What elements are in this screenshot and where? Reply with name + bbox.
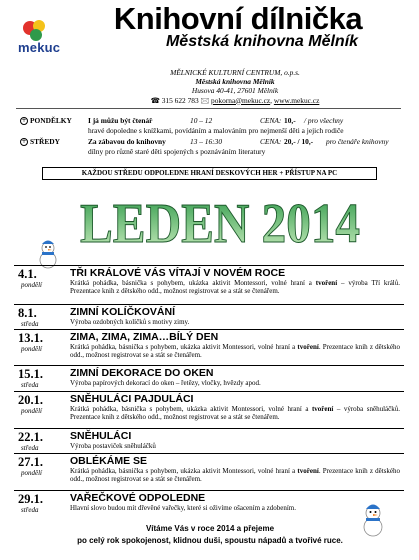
event-date: 22.1.: [18, 430, 43, 444]
page-title: Knihovní dílnička: [113, 1, 363, 36]
schedule-price: 20,- / 10,-: [284, 137, 314, 146]
event-desc: [70, 344, 400, 360]
event-desc-text: Krátká pohádka, básnička s pohybem, ukázka aktivit Montessori, volné hraní a: [70, 343, 298, 351]
org-library: Městská knihovna Mělník: [195, 77, 275, 87]
schedule-desc: hravé dopoledne s knížkami, povídáním a malováním pro nejmenší děti a jejich rodiče: [88, 126, 344, 135]
schedule-monday: [20, 116, 410, 136]
org-address: Husova 40-41, 27601 Mělník: [191, 86, 279, 96]
event-date: 27.1.: [18, 455, 43, 469]
event-weekday: pondělí: [21, 407, 42, 415]
event-title: ZIMNÍ KOLÍČKOVÁNÍ: [70, 306, 175, 318]
notice-box: KAŽDOU STŘEDU ODPOLEDNE HRANÍ DESKOVÝCH HER + PŘÍSTUP NA PC: [42, 167, 377, 180]
event-desc-text: Výroba ozdobných kolíčků s motivy zimy.: [70, 318, 190, 326]
org-web-link[interactable]: www.mekuc.cz: [273, 95, 320, 105]
schedule-price-label: CENA:: [260, 137, 282, 146]
list-item: [14, 428, 404, 453]
schedule-time: 13 – 16:30: [190, 137, 223, 146]
event-weekday: středa: [21, 506, 39, 514]
org-email-link[interactable]: pokorna@mekuc.cz: [211, 95, 271, 105]
organization-info: [70, 68, 400, 105]
list-item: [14, 304, 404, 329]
event-desc: [70, 280, 400, 296]
event-desc-bold: tvoření: [315, 279, 338, 287]
event-desc-text: Krátká pohádka, básnička s pohybem, ukázka aktivit Montessori, volné hraní a: [70, 467, 298, 475]
schedule-audience: pro čtenáře knihovny: [326, 137, 389, 146]
event-desc-text: . Prezentace knih z dětského odd., možnost registrovat se a stát se čtenářem.: [70, 467, 400, 483]
event-title: SNĚHULÁCI: [70, 430, 132, 442]
event-date: 8.1.: [18, 306, 37, 320]
schedule-audience: / pro všechny: [304, 116, 344, 125]
event-desc: [70, 505, 360, 513]
event-weekday: středa: [21, 381, 39, 389]
event-weekday: pondělí: [21, 281, 42, 289]
event-title: TŘI KRÁLOVÉ VÁS VÍTAJÍ V NOVÉM ROCE: [70, 267, 286, 279]
schedule-name: Za zábavou do knihovny: [88, 137, 166, 146]
list-item: [14, 265, 404, 304]
event-desc: [70, 468, 400, 484]
org-phone: 315 622 783: [161, 95, 199, 105]
event-date: 29.1.: [18, 492, 43, 506]
event-title: SNĚHULÁCI PAJDULÁCI: [70, 393, 194, 405]
schedule-bullet-icon: +: [21, 117, 27, 124]
schedule-price: 10,-: [284, 116, 296, 125]
footer-greeting: [50, 523, 370, 547]
event-desc: [70, 443, 400, 451]
event-desc-text: – výroba Tří králů. Prezentace knih z dětského odd., možnost registrovat se a stát se čtenářem.: [70, 279, 400, 295]
event-title: ZIMNÍ DEKORACE DO OKEN: [70, 367, 214, 379]
footer-line: po celý rok spokojenost, klidnou duši, spoustu nápadů a tvořivé ruce.: [77, 536, 343, 545]
month-banner: [70, 188, 370, 252]
org-name: MĚLNICKÉ KULTURNÍ CENTRUM, o.p.s.: [170, 68, 300, 77]
event-desc-text: Výroba papírových dekorací do oken – řetězy, vločky, hvězdy apod.: [70, 379, 261, 387]
event-desc-text: Výroba postaviček sněhuláčků: [70, 442, 156, 450]
event-desc-text: – výroba sněhuláčků. Prezentace knih z dětského odd., možnost registrovat se a stát se čtenářem.: [70, 405, 400, 421]
event-desc-text: Hlavní slovo budou mít dřevěné vařečky, které si oživíme ošacením a zdobením.: [70, 504, 297, 512]
list-item: [14, 391, 404, 428]
event-desc-bold: tvoření: [297, 343, 319, 351]
schedule-wednesday: [20, 137, 410, 157]
event-desc-text: Krátká pohádka, básnička s pohybem, ukázka aktivit Montessori, volné hraní a: [70, 405, 312, 413]
event-desc-text: . Prezentace knih z dětského odd., možnost registrovat se a stát se čtenářem.: [70, 343, 400, 359]
event-title: OBLÉKÁME SE: [70, 455, 148, 467]
event-weekday: pondělí: [21, 469, 42, 477]
event-weekday: středa: [21, 320, 39, 328]
email-icon: 🖂: [200, 95, 210, 105]
list-item: [14, 329, 404, 365]
schedule-price-label: CENA:: [260, 116, 282, 125]
event-date: 20.1.: [18, 393, 43, 407]
list-item: [14, 453, 404, 490]
event-title: ZIMA, ZIMA, ZIMA…BÍLÝ DEN: [70, 331, 219, 343]
page-subtitle: Městská knihovna Mělník: [165, 33, 359, 50]
banner-text: LEDEN 2014: [80, 193, 360, 252]
schedule-day: STŘEDY: [30, 137, 60, 146]
logo-text: mekuc: [18, 40, 61, 55]
event-weekday: pondělí: [21, 345, 42, 353]
event-desc-bold: tvoření: [311, 405, 334, 413]
org-contact: ☎ 315 622 783 🖂 pokorna@mekuc.cz, www.mekuc.cz: [150, 95, 320, 105]
list-item: [14, 365, 404, 391]
footer-line: Vítáme Vás v roce 2014 a přejeme: [145, 524, 275, 533]
schedule-bullet-icon: +: [21, 138, 27, 145]
schedule-time: 10 – 12: [190, 116, 213, 125]
schedule-name: I já můžu být čtenář: [88, 116, 153, 125]
event-desc: [70, 319, 400, 327]
event-desc: [70, 380, 400, 388]
phone-icon: ☎: [150, 95, 160, 105]
divider: [16, 108, 401, 109]
event-desc-bold: tvoření: [297, 467, 319, 475]
event-title: VAŘEČKOVÉ ODPOLEDNE: [70, 492, 206, 504]
event-desc: [70, 406, 400, 422]
schedule-desc: dílny pro různě staré děti spojených s poznáváním literatury: [88, 147, 266, 156]
event-desc-text: Krátká pohádka, básnička s pohybem, ukázka aktivit Montessori, volné hraní a: [70, 279, 316, 287]
event-date: 13.1.: [18, 331, 43, 345]
event-weekday: středa: [21, 444, 39, 452]
event-date: 15.1.: [18, 367, 43, 381]
event-date: 4.1.: [18, 267, 37, 281]
list-item: [14, 490, 404, 515]
schedule-day: PONDĚLKY: [30, 116, 72, 125]
